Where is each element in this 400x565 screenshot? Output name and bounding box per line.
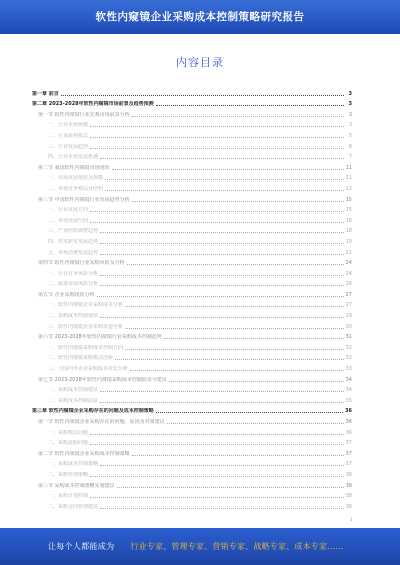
toc-leader-dots	[156, 412, 343, 413]
toc-entry-page: 15	[345, 196, 352, 203]
toc-entry-page: 38	[345, 493, 352, 500]
toc-entry-text: 一、采购成本控制建议	[48, 387, 99, 394]
toc-leader-dots	[105, 179, 344, 180]
toc-entry[interactable]	[32, 256, 352, 267]
toc-leader-dots	[100, 158, 344, 159]
toc-entry-text: 二、政策市场风险分析	[48, 281, 99, 288]
toc-entry[interactable]	[32, 330, 352, 341]
toc-entry[interactable]	[32, 277, 352, 288]
toc-entry-page: 24	[345, 270, 352, 277]
toc-entry-page: 35	[345, 397, 352, 404]
toc-leader-dots	[90, 434, 344, 435]
toc-entry[interactable]	[32, 372, 352, 383]
toc-entry-page: 27	[345, 302, 352, 309]
toc-entry[interactable]	[32, 181, 352, 192]
toc-entry-text: 一、采购成本控制策略	[48, 461, 99, 468]
toc-entry-page: 34	[345, 376, 352, 383]
toc-entry[interactable]	[32, 393, 352, 404]
toc-entry[interactable]	[32, 361, 352, 372]
toc-leader-dots	[127, 264, 344, 265]
toc-entry[interactable]	[32, 383, 352, 394]
toc-leader-dots	[132, 455, 344, 456]
toc-entry-text: 一、行业发展方向	[48, 207, 89, 214]
toc-leader-dots	[97, 296, 344, 297]
toc-entry-text: 第二章 2023-2028年软性内窥镜市场前景及趋势预测	[32, 101, 154, 108]
toc-entry[interactable]	[32, 97, 352, 108]
toc-entry[interactable]	[32, 245, 352, 256]
toc-entry[interactable]	[32, 128, 352, 139]
footer-roles: 行业专家、管理专家、营销专家、战略专家、成本专家……	[130, 542, 344, 551]
toc-entry[interactable]	[32, 308, 352, 319]
toc-leader-dots	[125, 306, 344, 307]
toc-entry-text: 三、行业发展趋势	[48, 143, 89, 150]
toc-entry-text: 一、软性内窥镜企业采购成本分析	[48, 302, 124, 309]
toc-entry-page: 38	[345, 503, 352, 510]
toc-entry-text: 第二节 我国软性内窥镜市场现状	[38, 164, 110, 171]
toc-leader-dots	[132, 201, 344, 202]
toc-entry[interactable]	[32, 118, 352, 129]
toc-leader-dots	[132, 116, 344, 117]
toc-entry-text: 四、技术研发发展趋势	[48, 238, 99, 245]
toc-entry-text: 第二节 软性内窥镜企业采购成本控制策略	[38, 450, 130, 457]
toc-entry-text: 一、行业竞争风险分析	[48, 270, 99, 277]
toc-entry-text: 一、行业市场规模	[48, 122, 89, 129]
toc-entry-text: 四、行业市场发展机遇	[48, 154, 99, 161]
toc-entry-page: 18	[345, 228, 352, 235]
toc-entry[interactable]	[32, 160, 352, 171]
toc-entry-page: 3	[348, 122, 352, 129]
toc-entry[interactable]	[32, 467, 352, 478]
toc-entry-page: 5	[348, 132, 352, 139]
toc-leader-dots	[117, 487, 344, 488]
toc-entry[interactable]	[32, 351, 352, 362]
toc-leader-dots	[130, 370, 344, 371]
toc-leader-dots	[167, 423, 344, 424]
toc-entry-text: 二、软性内窥镜采购模式创新	[48, 355, 114, 362]
toc-leader-dots	[105, 190, 344, 191]
toc-entry-page: 30	[345, 323, 352, 330]
toc-entry[interactable]	[32, 86, 352, 97]
toc-entry[interactable]	[32, 234, 352, 245]
toc-leader-dots	[100, 285, 344, 286]
toc-entry[interactable]	[32, 478, 352, 489]
toc-leader-dots	[90, 211, 344, 212]
toc-entry-text: 第六节 2023-2028年软性内窥镜行业采购成本控制趋势	[38, 334, 162, 341]
toc-entry-text: 二、行业盈利模式	[48, 132, 89, 139]
toc-entry-text: 二、采购合同管理建议	[48, 503, 99, 510]
toc-entry-text: 一、市场发展现状及规模	[48, 175, 104, 182]
toc-entry[interactable]	[32, 414, 352, 425]
toc-entry-page: 32	[345, 355, 352, 362]
toc-leader-dots	[100, 254, 344, 255]
toc-leader-dots	[90, 137, 344, 138]
toc-entry-text: 一、软性内窥镜采购成本控制方向	[48, 344, 124, 351]
toc-leader-dots	[100, 232, 344, 233]
toc-entry-text: 一、采购模式问题	[48, 429, 89, 436]
toc-entry[interactable]	[32, 404, 352, 415]
toc-leader-dots	[100, 391, 344, 392]
toc-entry-page: 34	[345, 387, 352, 394]
toc-leader-dots	[100, 508, 344, 509]
toc-leader-dots	[164, 338, 344, 339]
toc-entry[interactable]	[32, 446, 352, 457]
toc-entry[interactable]	[32, 489, 352, 500]
toc-entry-text: 第三节 采购成本控制策略实施建议	[38, 482, 115, 489]
toc-entry-text: 二、采购流程问题	[48, 440, 89, 447]
toc-leader-dots	[100, 465, 344, 466]
report-title: 软性内窥镜企业采购成本控制策略研究报告	[95, 11, 305, 23]
toc-entry[interactable]	[32, 224, 352, 235]
toc-entry-text: 三、与国内外企业采购成本对比分析	[48, 366, 129, 373]
toc-leader-dots	[100, 402, 344, 403]
toc-entry-page: 36	[345, 429, 352, 436]
toc-entry-page: 29	[345, 313, 352, 320]
toc-entry[interactable]	[32, 499, 352, 510]
toc-entry-text: 二、市场竞争格局及结构	[48, 185, 104, 192]
toc-entry-text: 二、采购成本控制现状	[48, 313, 99, 320]
toc-leader-dots	[90, 126, 344, 127]
toc-entry[interactable]	[32, 287, 352, 298]
toc-entry-page: 11	[345, 164, 352, 171]
toc-entry-text: 第三章 软性内窥镜企业采购存在的问题及成本控制策略	[32, 408, 154, 415]
toc-entry-page: 19	[345, 238, 352, 245]
toc-entry[interactable]	[32, 298, 352, 309]
toc-leader-dots	[100, 317, 344, 318]
toc-entry-page: 3	[348, 111, 352, 118]
toc-entry-page: 33	[345, 366, 352, 373]
toc-leader-dots	[169, 381, 344, 382]
toc-leader-dots	[90, 497, 344, 498]
toc-entry-page: 38	[345, 471, 352, 478]
toc-entry-page: 36	[345, 408, 352, 415]
toc-entry-page: 15	[345, 207, 352, 214]
toc-entry-page: 3	[348, 90, 352, 97]
toc-entry-text: 第五节 企业采购现状分析	[38, 291, 95, 298]
toc-entry-text: 一、采购计划控制	[48, 493, 89, 500]
toc-entry-page: 3	[348, 101, 352, 108]
toc-entry-page: 31	[345, 334, 352, 341]
toc-entry-text: 第一章 前言	[32, 90, 59, 97]
toc-entry[interactable]	[32, 203, 352, 214]
page-number: 1	[350, 517, 353, 522]
toc-entry-page: 37	[345, 440, 352, 447]
toc-leader-dots	[125, 349, 344, 350]
toc-entry-page: 24	[345, 260, 352, 267]
toc-entry-page: 7	[348, 154, 352, 161]
toc-leader-dots	[115, 359, 344, 360]
toc-leader-dots	[61, 95, 344, 96]
toc-leader-dots	[100, 275, 344, 276]
toc-leader-dots	[100, 243, 344, 244]
toc-entry-page: 12	[345, 185, 352, 192]
toc-entry[interactable]	[32, 340, 352, 351]
toc-entry-text: 二、采购管理策略	[48, 471, 89, 478]
toc-entry-page: 6	[348, 143, 352, 150]
toc-entry[interactable]	[32, 213, 352, 224]
toc-entry-page: 36	[345, 419, 352, 425]
toc-entry-text: 第三节 中国软性内窥镜行业发展趋势分析	[38, 196, 130, 203]
footer-banner	[0, 528, 400, 565]
table-of-contents	[32, 86, 352, 510]
toc-entry-text: 五、市场消费发展趋势	[48, 249, 99, 256]
toc-leader-dots	[156, 105, 344, 106]
toc-entry[interactable]	[32, 319, 352, 330]
report-header	[0, 0, 400, 34]
toc-entry[interactable]	[32, 425, 352, 436]
toc-entry[interactable]	[32, 150, 352, 161]
toc-entry-text: 三、产业结构调整趋势	[48, 228, 99, 235]
toc-entry-page: 11	[345, 175, 352, 182]
toc-entry-page: 32	[345, 344, 352, 351]
toc-entry-text: 第一节 软性内窥镜行业宏观市场前景分析	[38, 111, 130, 118]
toc-entry-text: 第四节 软性内窥镜行业采购风险及分析	[38, 260, 125, 267]
toc-entry[interactable]	[32, 457, 352, 468]
footer-slogan: 让每个人都能成为	[48, 542, 115, 551]
toc-entry[interactable]	[32, 171, 352, 182]
toc-entry-page: 27	[345, 291, 352, 298]
toc-leader-dots	[125, 328, 344, 329]
toc-entry[interactable]	[32, 192, 352, 203]
toc-entry[interactable]	[32, 139, 352, 150]
toc-entry-page: 38	[345, 482, 352, 489]
toc-entry-text: 三、软性内窥镜企业采购渠道分析	[48, 323, 124, 330]
toc-entry-page: 16	[345, 217, 352, 224]
toc-entry-text: 第一节 软性内窥镜企业采购存在的问题、原因及对策建议	[38, 419, 165, 425]
toc-entry-text: 二、采购成本控制前景	[48, 397, 99, 404]
toc-entry[interactable]	[32, 266, 352, 277]
toc-entry-page: 26	[345, 281, 352, 288]
toc-leader-dots	[90, 444, 344, 445]
toc-heading: 内容目录	[176, 56, 224, 69]
toc-entry-page: 37	[345, 450, 352, 457]
toc-entry[interactable]	[32, 107, 352, 118]
toc-leader-dots	[90, 476, 344, 477]
toc-entry-page: 21	[345, 249, 352, 256]
toc-entry-text: 第七节 2023-2028年软性内窥镜采购成本控制前景与建议	[38, 376, 167, 383]
toc-leader-dots	[90, 222, 344, 223]
toc-entry[interactable]	[32, 436, 352, 447]
toc-leader-dots	[112, 169, 344, 170]
toc-leader-dots	[90, 148, 344, 149]
toc-entry-text: 二、市场发展空间	[48, 217, 89, 224]
toc-entry-page: 37	[345, 461, 352, 468]
